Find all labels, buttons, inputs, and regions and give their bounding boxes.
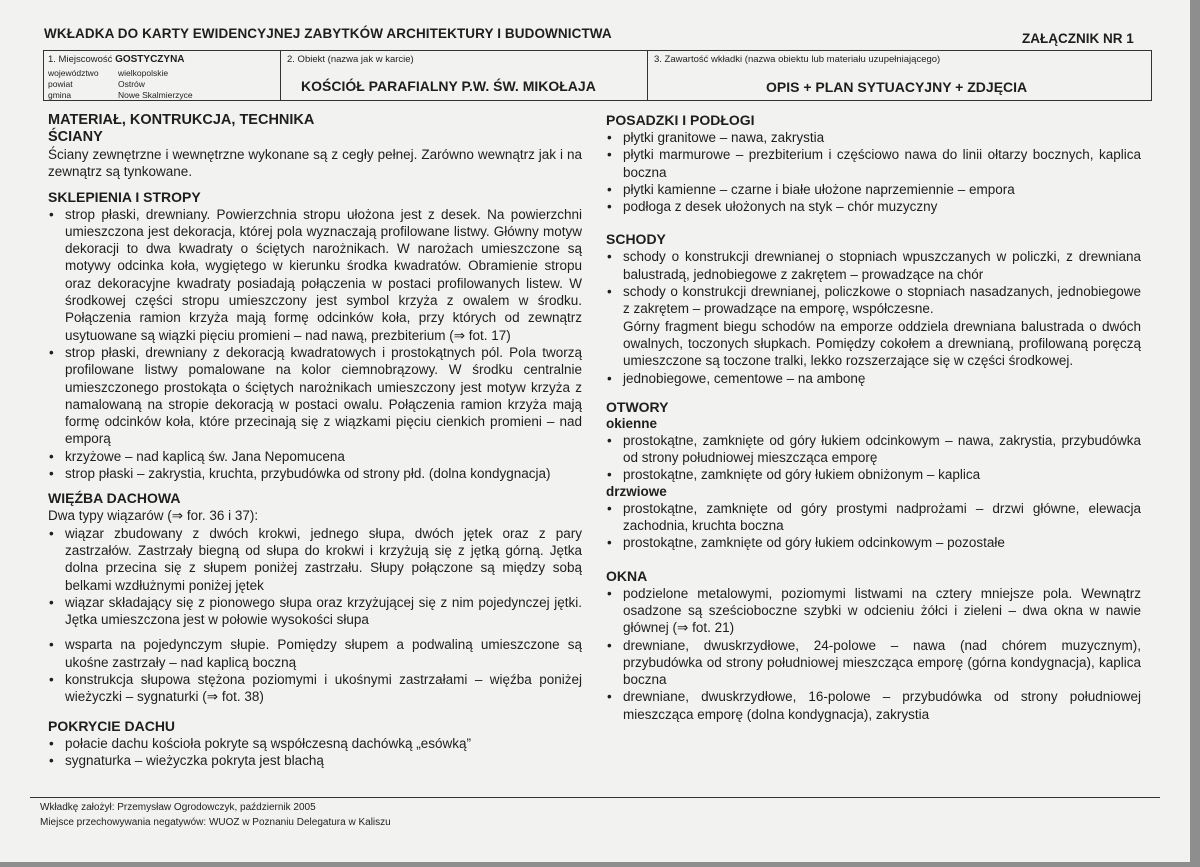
list-item: • konstrukcja słupowa stężona poziomymi i ukośnymi zastrzałami – więźba poniżej wieżyczki – sygnaturki (⇒ fot. 38) bbox=[48, 671, 582, 706]
footer-divider bbox=[30, 797, 1160, 798]
scan-edge bbox=[1190, 0, 1200, 867]
content-box bbox=[647, 50, 1152, 100]
walls-title: ŚCIANY bbox=[48, 129, 103, 145]
document-title: WKŁADKA DO KARTY EWIDENCYJNEJ ZABYTKÓW ARCHITEKTURY I BUDOWNICTWA bbox=[44, 26, 612, 41]
list-item: • podłoga z desek ułożonych na styk – chór muzyczny bbox=[606, 198, 1141, 215]
header-divider bbox=[43, 100, 1152, 101]
roofing-list bbox=[48, 735, 582, 770]
location-label: 1. Miejscowość bbox=[48, 54, 113, 65]
footer-author: Wkładkę założył: Przemysław Ogrodowczyk, październik 2005 bbox=[40, 802, 316, 813]
location-label-line bbox=[48, 54, 185, 65]
list-item bbox=[606, 283, 1141, 369]
object-value: KOŚCIÓŁ PARAFIALNY P.W. ŚW. MIKOŁAJA bbox=[301, 78, 596, 94]
vaults-title: SKLEPIENIA I STROPY bbox=[48, 188, 201, 205]
left-column bbox=[48, 112, 582, 769]
list-item: • wsparta na pojedynczym słupie. Pomiędzy słupem a podwaliną umieszczone są ukośne zastrzały – nad kaplicą boczną bbox=[48, 636, 582, 671]
section-heading: MATERIAŁ, KONTRUKCJA, TECHNIKA bbox=[48, 112, 315, 128]
list-item: • wiązar składający się z pionowego słupa oraz krzyżującej się z nim pojedynczej jętki. Jętka umieszczona jest w połowie wysokości słupa bbox=[48, 594, 582, 629]
content-label: 3. Zawartość wkładki (nazwa obiektu lub materiału uzupełniającego) bbox=[654, 54, 941, 65]
door-openings-list bbox=[606, 500, 1141, 552]
walls-text: Ściany zewnętrzne i wewnętrzne wykonane są z cegły pełnej. Zarówno wewnątrz jak i na zewnątrz są tynkowane. bbox=[48, 147, 582, 180]
list-item: • krzyżowe – nad kaplicą św. Jana Nepomucena bbox=[48, 448, 582, 465]
scan-edge-bottom bbox=[0, 862, 1200, 867]
windows-title: OKNA bbox=[606, 567, 648, 584]
list-item: • płytki marmurowe – prezbiterium i częściowo nawa do linii ołtarzy bocznych, kaplica boczna bbox=[606, 146, 1141, 181]
doors-subtitle: drzwiowe bbox=[606, 483, 667, 499]
content-value: OPIS + PLAN SYTUACYJNY + ZDJĘCIA bbox=[766, 79, 1028, 95]
list-item: • wiązar zbudowany z dwóch krokwi, jednego słupa, dwóch jętek oraz z pary zastrzałów. Zastrzały biegną od słupa do krokwi i krzyżują się z jętką górną. Jętka dolna przecina się z słupem poniżej zastrzału. Słupy połączone są między sobą belkami wzdłużnymi poniżej jętek bbox=[48, 525, 582, 594]
list-item: • jednobiegowe, cementowe – na ambonę bbox=[606, 370, 1141, 387]
roof-truss-title: WIĘŹBA DACHOWA bbox=[48, 490, 181, 507]
object-label: 2. Obiekt (nazwa jak w karcie) bbox=[287, 54, 414, 65]
roofing-title: POKRYCIE DACHU bbox=[48, 717, 176, 734]
location-box bbox=[43, 50, 280, 100]
attachment-number: ZAŁĄCZNIK NR 1 bbox=[1022, 31, 1134, 46]
stairs-list bbox=[606, 248, 1141, 386]
list-item: • strop płaski, drewniany. Powierzchnia stropu ułożona jest z desek. Na powierzchni umieszczona jest dekoracja, której pola wyznaczają profilowane listwy. Główny motyw dekoracji to dwa kwadraty o ściętych narożnikach. W narożach umieszczone są motywy odcinka koła, wygiętego w kierunku środka kwadratów. Obramienie stropu oraz dekoracyjne kwadraty posiadają połączenia w postaci profilowanych listew. W środkowej części stropu umieszczony jest symbol krzyża z owalem w środku. Połączenia ramion krzyża mają formę odcinków koła, przy których od zewnątrz usytuowane są wiązki pięciu promieni – nad nawą, prezbiterium (⇒ fot. 17) bbox=[48, 206, 582, 344]
object-box bbox=[280, 50, 647, 100]
list-item: • prostokątne, zamknięte od góry prostymi nadprożami – drzwi główne, elewacja zachodnia, kruchta boczna bbox=[606, 500, 1141, 535]
county-row: powiat Ostrów bbox=[48, 79, 145, 89]
roof-truss-intro: Dwa typy wiązarów (⇒ for. 36 i 37): bbox=[48, 508, 259, 524]
list-item: • schody o konstrukcji drewnianej o stopniach wpuszczanych w policzki, z drewniana balustradą, jednobiegowe z zakrętem – prowadzące na chór bbox=[606, 248, 1141, 283]
list-item: • podzielone metalowymi, poziomymi listwami na cztery mniejsze pola. Wewnątrz osadzone są sześcioboczne szybki w odcieniu żółci i zieleni – dwa okna w nawie głównej (⇒ fot. 21) bbox=[606, 585, 1141, 637]
list-item: • drewniane, dwuskrzydłowe, 16-polowe – przybudówka od strony południowej mieszcząca emporę (dolna kondygnacja), zakrystia bbox=[606, 688, 1141, 723]
roof-truss-list bbox=[48, 525, 582, 706]
list-item: • prostokątne, zamknięte od góry łukiem obniżonym – kaplica bbox=[606, 466, 1141, 483]
footer-storage: Miejsce przechowywania negatywów: WUOZ w Poznaniu Delegatura w Kaliszu bbox=[40, 817, 391, 828]
list-item: • prostokątne, zamknięte od góry łukiem odcinkowym – nawa, zakrystia, przybudówka od strony południowej mieszcząca emporę bbox=[606, 432, 1141, 467]
list-item: • sygnaturka – wieżyczka pokryta jest blachą bbox=[48, 752, 582, 769]
right-column bbox=[606, 112, 1141, 723]
list-item: • połacie dachu kościoła pokryte są współczesną dachówką „esówką” bbox=[48, 735, 582, 752]
list-item: • płytki granitowe – nawa, zakrystia bbox=[606, 129, 1141, 146]
vaults-list bbox=[48, 206, 582, 483]
stairs-note: Górny fragment biegu schodów na emporze oddziela drewniana balustrada o dwóch owalnych, toczonych słupkach. Pomiędzy cokołem a drewnianą, profilowaną poręczą umieszczone są toczone tralki, lekko rozszerzające się w części środkowej. bbox=[623, 318, 1141, 369]
list-item: • strop płaski – zakrystia, kruchta, przybudówka od strony płd. (dolna kondygnacja) bbox=[48, 465, 582, 482]
list-item: • strop płaski, drewniany z dekoracją kwadratowych i prostokątnych pól. Pola tworzą profilowane listwy pomalowane na kolor ciemnobrązowy. W środku centralnie umieszczonego prostokąta o ściętych narożnikach umieszczony jest motyw krzyża z namalowaną na stropie dekoracją w postaci owalu. Połączenia ramion krzyża mają formę odcinków koła, które przecinają się z wiązkami pięciu cienkich promieni – nad emporą bbox=[48, 344, 582, 448]
voivodeship-row: województwo wielkopolskie bbox=[48, 68, 169, 78]
list-item: • płytki kamienne – czarne i białe ułożone naprzemiennie – empora bbox=[606, 181, 1141, 198]
commune-row: gmina Nowe Skalmierzyce bbox=[48, 90, 193, 100]
list-item: • prostokątne, zamknięte od góry łukiem odcinkowym – pozostałe bbox=[606, 534, 1141, 551]
stairs-item-text: schody o konstrukcji drewnianej, policzkowe o stopniach nasadzanych, jednobiegowe z zakrętem – prowadzące na emporę, współczesne. bbox=[623, 284, 1141, 317]
floors-title: POSADZKI I PODŁOGI bbox=[606, 112, 755, 128]
location-name: GOSTYCZYNA bbox=[115, 54, 185, 65]
windows-list bbox=[606, 585, 1141, 723]
stairs-title: SCHODY bbox=[606, 231, 666, 248]
openings-title: OTWORY bbox=[606, 398, 669, 415]
floors-list bbox=[606, 129, 1141, 215]
windows-subtitle: okienne bbox=[606, 415, 658, 431]
list-item: • drewniane, dwuskrzydłowe, 24-polowe – nawa (nad chórem muzycznym), przybudówka od strony południowej mieszcząca emporę (górna kondygnacja), kaplica boczna bbox=[606, 637, 1141, 689]
window-openings-list bbox=[606, 432, 1141, 484]
